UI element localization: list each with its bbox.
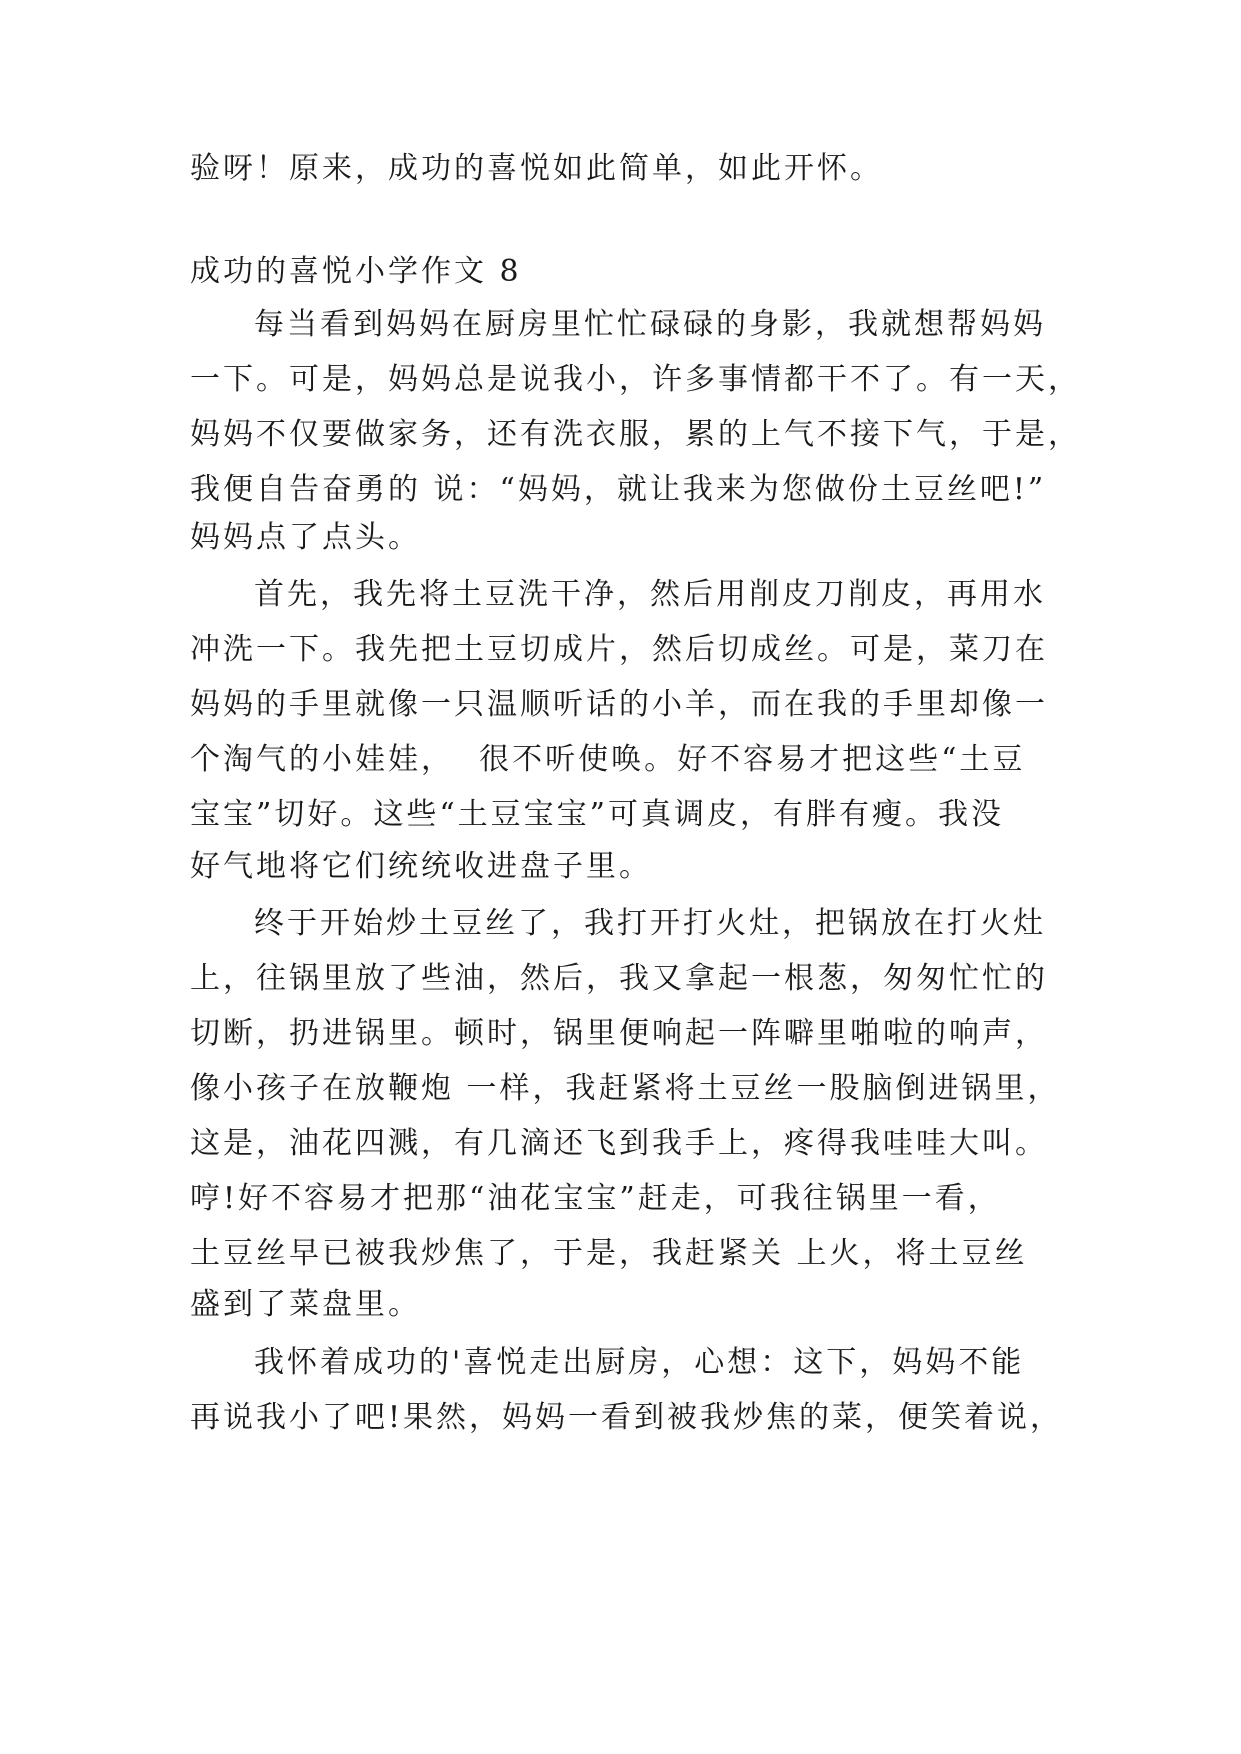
text-line: 好气地将它们统统收进盘子里。 — [190, 849, 652, 884]
text-line: 我怀着成功的'喜悦走出厨房，心想：这下，妈妈不能 — [254, 1345, 1025, 1380]
text-line: 妈妈点了点头。 — [190, 520, 421, 555]
essay-heading: 成功的喜悦小学作文 8 — [190, 254, 522, 289]
text-line: 切断，扔进锅里。顿时，锅里便响起一阵噼里啪啦的响声， — [190, 1016, 1048, 1051]
text-line: 这是，油花四溅，有几滴还飞到我手上，疼得我哇哇大叫。 — [190, 1126, 1048, 1161]
text-line: 土豆丝早已被我炒焦了，于是，我赶紧关 上火，将土豆丝 — [190, 1236, 1028, 1271]
text-line: 一下。可是，妈妈总是说我小，许多事情都干不了。有一天， — [190, 362, 1081, 397]
text-line: 首先，我先将土豆洗干净，然后用削皮刀削皮，再用水 — [254, 577, 1046, 612]
text-line: 再说我小了吧!果然，妈妈一看到被我炒焦的菜，便笑着说， — [190, 1400, 1064, 1435]
text-line: 我便自告奋勇的 说：“妈妈，就让我来为您做份土豆丝吧!” — [190, 472, 1047, 507]
text-line: 盛到了菜盘里。 — [190, 1287, 421, 1322]
text-line: 每当看到妈妈在厨房里忙忙碌碌的身影，我就想帮妈妈 — [254, 307, 1046, 342]
text-line: 冲洗一下。我先把土豆切成片，然后切成丝。可是，菜刀在 — [190, 632, 1048, 667]
text-line: 妈妈不仅要做家务，还有洗衣服，累的上气不接下气，于是， — [190, 417, 1081, 452]
text-line: 妈妈的手里就像一只温顺听话的小羊，而在我的手里却像一 — [190, 687, 1048, 722]
text-line: 终于开始炒土豆丝了，我打开打火灶，把锅放在打火灶 — [254, 906, 1046, 941]
paragraph-continuation: 验呀！原来，成功的喜悦如此简单，如此开怀。 — [190, 151, 883, 186]
text-line: 上，往锅里放了些油，然后，我又拿起一根葱，匆匆忙忙的 — [190, 961, 1048, 996]
text-line: 个淘气的小娃娃， 很不听使唤。好不容易才把这些“土豆 — [190, 742, 1026, 777]
text-line: 宝宝”切好。这些“土豆宝宝”可真调皮，有胖有瘦。我没 — [190, 797, 1005, 832]
text-line: 哼!好不容易才把那“油花宝宝”赶走，可我往锅里一看， — [190, 1181, 1001, 1216]
text-line: 像小孩子在放鞭炮 一样，我赶紧将土豆丝一股脑倒进锅里， — [190, 1071, 1061, 1106]
